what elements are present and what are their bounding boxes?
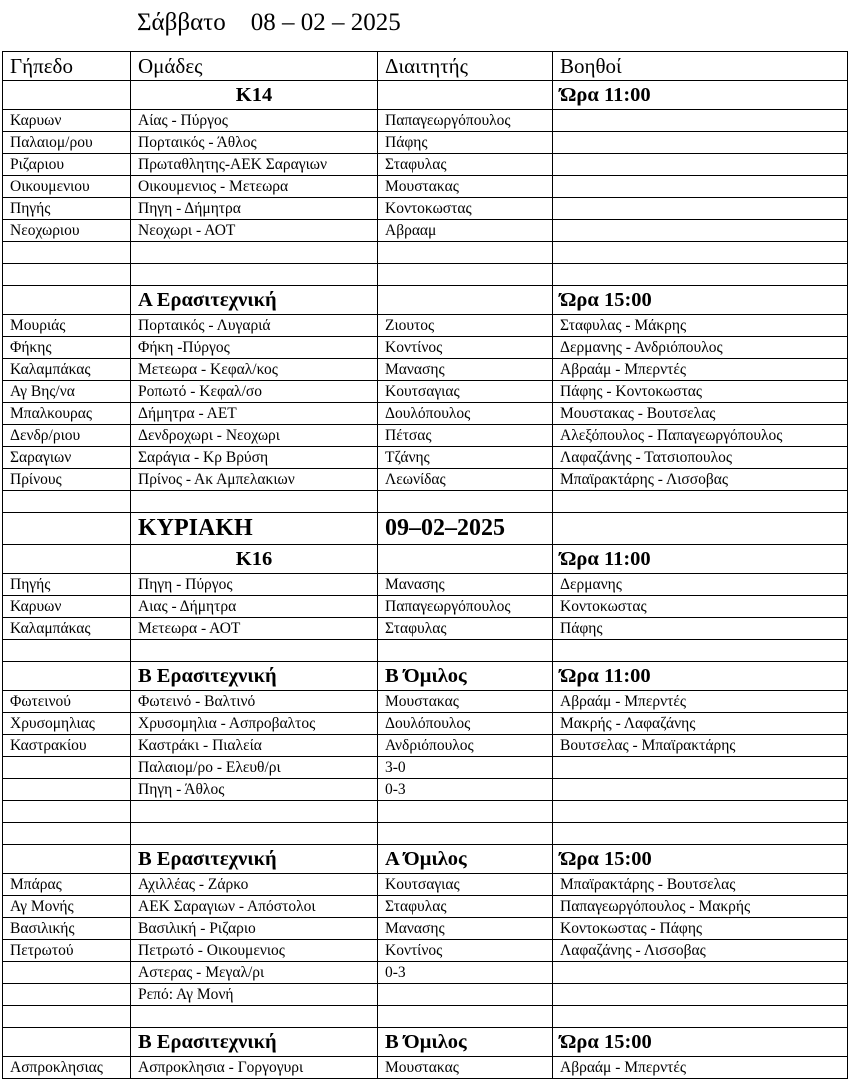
match-row	[3, 874, 848, 896]
match-row	[3, 315, 848, 337]
teams-cell: Καστράκι - Πιαλεία	[131, 735, 378, 757]
assistants-cell	[553, 198, 848, 220]
referee-cell	[378, 242, 553, 264]
referee-cell: Σταφυλας	[378, 896, 553, 918]
teams-cell: Β Ερασιτεχνική	[131, 1028, 378, 1057]
schedule-body	[3, 52, 848, 1079]
match-row	[3, 940, 848, 962]
referee-cell: 0-3	[378, 779, 553, 801]
referee-cell: Αβρααμ	[378, 220, 553, 242]
referee-cell: Σταφυλας	[378, 154, 553, 176]
venue-cell	[3, 823, 131, 845]
teams-cell	[131, 801, 378, 823]
teams-cell	[131, 242, 378, 264]
venue-cell	[3, 242, 131, 264]
venue-cell: Παλαιομ/ρου	[3, 132, 131, 154]
teams-cell	[131, 823, 378, 845]
assistants-cell: Παπαγεωργόπουλος - Μακρής	[553, 896, 848, 918]
assistants-cell	[553, 491, 848, 513]
section-header-row	[3, 845, 848, 874]
teams-cell: Πρωταθλητης-ΑΕΚ Σαραγιων	[131, 154, 378, 176]
teams-cell: Πετρωτό - Οικουμενιος	[131, 940, 378, 962]
assistants-cell: Μπαϊρακτάρης - Λισσοβας	[553, 469, 848, 491]
assistants-cell	[553, 513, 848, 545]
teams-cell: Ρεπό: Αγ Μονή	[131, 984, 378, 1006]
venue-cell: Πηγής	[3, 198, 131, 220]
assistants-cell: Ώρα 11:00	[553, 545, 848, 574]
section-header-row	[3, 1028, 848, 1057]
referee-cell: Μανασης	[378, 918, 553, 940]
venue-cell: Μπάρας	[3, 874, 131, 896]
referee-cell: Α Όμιλος	[378, 845, 553, 874]
assistants-cell	[553, 176, 848, 198]
teams-cell	[131, 264, 378, 286]
assistants-cell: Ώρα 11:00	[553, 81, 848, 110]
header-row	[3, 52, 848, 81]
venue-cell	[3, 513, 131, 545]
venue-cell: Καλαμπάκας	[3, 618, 131, 640]
match-row	[3, 757, 848, 779]
venue-cell	[3, 662, 131, 691]
venue-cell	[3, 1028, 131, 1057]
match-row	[3, 596, 848, 618]
venue-cell	[3, 779, 131, 801]
match-row	[3, 1057, 848, 1079]
assistants-cell	[553, 779, 848, 801]
referee-cell: Πάφης	[378, 132, 553, 154]
match-row	[3, 176, 848, 198]
venue-cell	[3, 845, 131, 874]
referee-cell: Β Όμιλος	[378, 1028, 553, 1057]
assistants-cell	[553, 962, 848, 984]
match-row	[3, 735, 848, 757]
assistants-cell: Κοντοκωστας - Πάφης	[553, 918, 848, 940]
match-row	[3, 337, 848, 359]
teams-cell: Α Ερασιτεχνική	[131, 286, 378, 315]
venue-cell: Σαραγιων	[3, 447, 131, 469]
match-row	[3, 403, 848, 425]
teams-cell: Παλαιομ/ρο - Ελευθ/ρι	[131, 757, 378, 779]
venue-cell: Ριζαριου	[3, 154, 131, 176]
teams-cell: Φωτεινό - Βαλτινό	[131, 691, 378, 713]
venue-cell: Δενδρ/ριου	[3, 425, 131, 447]
teams-cell: Πορταικός - Άθλος	[131, 132, 378, 154]
venue-cell	[3, 545, 131, 574]
assistants-cell	[553, 1006, 848, 1028]
section-header-row	[3, 662, 848, 691]
teams-cell: Ομάδες	[131, 52, 378, 81]
venue-cell	[3, 640, 131, 662]
teams-cell: Φήκη -Πύργος	[131, 337, 378, 359]
assistants-cell: Πάφης - Κοντοκωστας	[553, 381, 848, 403]
assistants-cell: Αλεξόπουλος - Παπαγεωργόπουλος	[553, 425, 848, 447]
teams-cell: Αιας - Δήμητρα	[131, 596, 378, 618]
venue-cell: Καστρακίου	[3, 735, 131, 757]
referee-cell: 0-3	[378, 962, 553, 984]
match-row	[3, 896, 848, 918]
assistants-cell	[553, 110, 848, 132]
assistants-cell	[553, 757, 848, 779]
match-row	[3, 984, 848, 1006]
venue-cell: Βασιλικής	[3, 918, 131, 940]
venue-cell	[3, 81, 131, 110]
venue-cell: Καρυων	[3, 596, 131, 618]
referee-cell: Τζάνης	[378, 447, 553, 469]
teams-cell: Β Ερασιτεχνική	[131, 845, 378, 874]
teams-cell: Πορταικός - Λυγαριά	[131, 315, 378, 337]
match-row	[3, 264, 848, 286]
assistants-cell	[553, 220, 848, 242]
referee-cell: Κοντοκωστας	[378, 198, 553, 220]
section-header-row	[3, 286, 848, 315]
teams-cell: Πρίνος - Ακ Αμπελακιων	[131, 469, 378, 491]
match-row	[3, 640, 848, 662]
match-row	[3, 962, 848, 984]
venue-cell	[3, 1006, 131, 1028]
teams-cell: Οικουμενιος - Μετεωρα	[131, 176, 378, 198]
assistants-cell: Αβραάμ - Μπερντές	[553, 359, 848, 381]
referee-cell: 3-0	[378, 757, 553, 779]
teams-cell: Αίας - Πύργος	[131, 110, 378, 132]
teams-cell: Μετεωρα - Κεφαλ/κος	[131, 359, 378, 381]
match-row	[3, 691, 848, 713]
referee-cell: Παπαγεωργόπουλος	[378, 110, 553, 132]
referee-cell	[378, 801, 553, 823]
referee-cell	[378, 264, 553, 286]
match-row	[3, 154, 848, 176]
assistants-cell: Δερμανης - Ανδριόπουλος	[553, 337, 848, 359]
venue-cell: Πηγής	[3, 574, 131, 596]
referee-cell: Κοντίνος	[378, 940, 553, 962]
teams-cell: Β Ερασιτεχνική	[131, 662, 378, 691]
assistants-cell: Ώρα 15:00	[553, 845, 848, 874]
venue-cell: Καλαμπάκας	[3, 359, 131, 381]
teams-cell	[131, 491, 378, 513]
referee-cell: Μουστακας	[378, 176, 553, 198]
teams-cell: Σαράγια - Κρ Βρύση	[131, 447, 378, 469]
match-row	[3, 381, 848, 403]
referee-cell: Παπαγεωργόπουλος	[378, 596, 553, 618]
teams-cell: Ροπωτό - Κεφαλ/σο	[131, 381, 378, 403]
referee-cell	[378, 491, 553, 513]
match-row	[3, 918, 848, 940]
teams-cell: Δενδροχωρι - Νεοχωρι	[131, 425, 378, 447]
match-row	[3, 574, 848, 596]
referee-cell	[378, 1006, 553, 1028]
assistants-cell	[553, 984, 848, 1006]
referee-cell	[378, 286, 553, 315]
match-row	[3, 618, 848, 640]
venue-cell: Φήκης	[3, 337, 131, 359]
match-row	[3, 110, 848, 132]
referee-cell: Μουστακας	[378, 691, 553, 713]
venue-cell: Χρυσομηλιας	[3, 713, 131, 735]
teams-cell: Κ16	[131, 545, 378, 574]
venue-cell	[3, 801, 131, 823]
match-row	[3, 801, 848, 823]
referee-cell	[378, 640, 553, 662]
assistants-cell	[553, 132, 848, 154]
venue-cell	[3, 962, 131, 984]
assistants-cell: Κοντοκωστας	[553, 596, 848, 618]
assistants-cell: Ώρα 15:00	[553, 1028, 848, 1057]
referee-cell: Σταφυλας	[378, 618, 553, 640]
assistants-cell: Αβραάμ - Μπερντές	[553, 1057, 848, 1079]
match-row	[3, 198, 848, 220]
teams-cell: ΑΕΚ Σαραγιων - Απόστολοι	[131, 896, 378, 918]
assistants-cell: Ώρα 15:00	[553, 286, 848, 315]
match-row	[3, 469, 848, 491]
referee-cell: Μουστακας	[378, 1057, 553, 1079]
referee-cell	[378, 545, 553, 574]
assistants-cell: Δερμανης	[553, 574, 848, 596]
teams-cell	[131, 640, 378, 662]
match-row	[3, 447, 848, 469]
assistants-cell	[553, 640, 848, 662]
match-row	[3, 425, 848, 447]
assistants-cell: Μουστακας - Βουτσελας	[553, 403, 848, 425]
teams-cell: Αστερας - Μεγαλ/ρι	[131, 962, 378, 984]
teams-cell: Μετεωρα - ΑΟΤ	[131, 618, 378, 640]
match-row	[3, 779, 848, 801]
teams-cell: Πηγη - Άθλος	[131, 779, 378, 801]
venue-cell: Γήπεδο	[3, 52, 131, 81]
referee-cell	[378, 81, 553, 110]
venue-cell	[3, 491, 131, 513]
venue-cell: Καρυων	[3, 110, 131, 132]
teams-cell: Αχιλλέας - Ζάρκο	[131, 874, 378, 896]
match-row	[3, 713, 848, 735]
teams-cell: Βασιλική - Ριζαριο	[131, 918, 378, 940]
assistants-cell: Μακρής - Λαφαζάνης	[553, 713, 848, 735]
assistants-cell: Ώρα 11:00	[553, 662, 848, 691]
assistants-cell	[553, 823, 848, 845]
venue-cell: Μουριάς	[3, 315, 131, 337]
referee-cell: Ανδριόπουλος	[378, 735, 553, 757]
day-header-row	[3, 513, 848, 545]
referee-cell: Β Όμιλος	[378, 662, 553, 691]
assistants-cell: Αβραάμ - Μπερντές	[553, 691, 848, 713]
venue-cell: Οικουμενιου	[3, 176, 131, 198]
referee-cell	[378, 823, 553, 845]
teams-cell: Πηγη - Πύργος	[131, 574, 378, 596]
document-date: Σάββατο 08 – 02 – 2025	[137, 9, 401, 36]
assistants-cell: Βοηθοί	[553, 52, 848, 81]
venue-cell: Αγ Μονής	[3, 896, 131, 918]
assistants-cell: Πάφης	[553, 618, 848, 640]
match-row	[3, 1006, 848, 1028]
venue-cell: Αγ Βης/να	[3, 381, 131, 403]
referee-cell: Κοντίνος	[378, 337, 553, 359]
assistants-cell	[553, 801, 848, 823]
teams-cell	[131, 1006, 378, 1028]
assistants-cell: Μπαϊρακτάρης - Βουτσελας	[553, 874, 848, 896]
assistants-cell: Λαφαζάνης - Λισσοβας	[553, 940, 848, 962]
section-header-row	[3, 81, 848, 110]
referee-cell: Κουτσαγιας	[378, 381, 553, 403]
match-row	[3, 823, 848, 845]
teams-cell: Πηγη - Δήμητρα	[131, 198, 378, 220]
teams-cell: Χρυσομηλια - Ασπροβαλτος	[131, 713, 378, 735]
teams-cell: Δήμητρα - ΑΕΤ	[131, 403, 378, 425]
venue-cell: Νεοχωριου	[3, 220, 131, 242]
match-schedule-table	[2, 51, 848, 1079]
venue-cell: Πετρωτού	[3, 940, 131, 962]
venue-cell: Ασπροκλησιας	[3, 1057, 131, 1079]
venue-cell: Πρίνους	[3, 469, 131, 491]
referee-cell: Δουλόπουλος	[378, 713, 553, 735]
match-row	[3, 359, 848, 381]
assistants-cell: Λαφαζάνης - Τατσιοπουλος	[553, 447, 848, 469]
referee-cell: 09–02–2025	[378, 513, 553, 545]
referee-cell: Ζιουτος	[378, 315, 553, 337]
match-row	[3, 491, 848, 513]
assistants-cell: Βουτσελας - Μπαϊρακτάρης	[553, 735, 848, 757]
teams-cell: Κ14	[131, 81, 378, 110]
teams-cell: Νεοχωρι - ΑΟΤ	[131, 220, 378, 242]
match-row	[3, 242, 848, 264]
assistants-cell: Σταφυλας - Μάκρης	[553, 315, 848, 337]
assistants-cell	[553, 242, 848, 264]
referee-cell: Κουτσαγιας	[378, 874, 553, 896]
venue-cell	[3, 984, 131, 1006]
venue-cell	[3, 757, 131, 779]
venue-cell	[3, 264, 131, 286]
teams-cell: Ασπροκλησια - Γοργογυρι	[131, 1057, 378, 1079]
assistants-cell	[553, 264, 848, 286]
referee-cell	[378, 984, 553, 1006]
referee-cell: Λεωνίδας	[378, 469, 553, 491]
referee-cell: Μανασης	[378, 574, 553, 596]
referee-cell: Μανασης	[378, 359, 553, 381]
teams-cell: ΚΥΡΙΑΚΗ	[131, 513, 378, 545]
referee-cell: Δουλόπουλος	[378, 403, 553, 425]
venue-cell: Μπαλκουρας	[3, 403, 131, 425]
referee-cell: Διαιτητής	[378, 52, 553, 81]
match-row	[3, 220, 848, 242]
assistants-cell	[553, 154, 848, 176]
referee-cell: Πέτσας	[378, 425, 553, 447]
venue-cell: Φωτεινού	[3, 691, 131, 713]
venue-cell	[3, 286, 131, 315]
match-row	[3, 132, 848, 154]
section-header-row	[3, 545, 848, 574]
